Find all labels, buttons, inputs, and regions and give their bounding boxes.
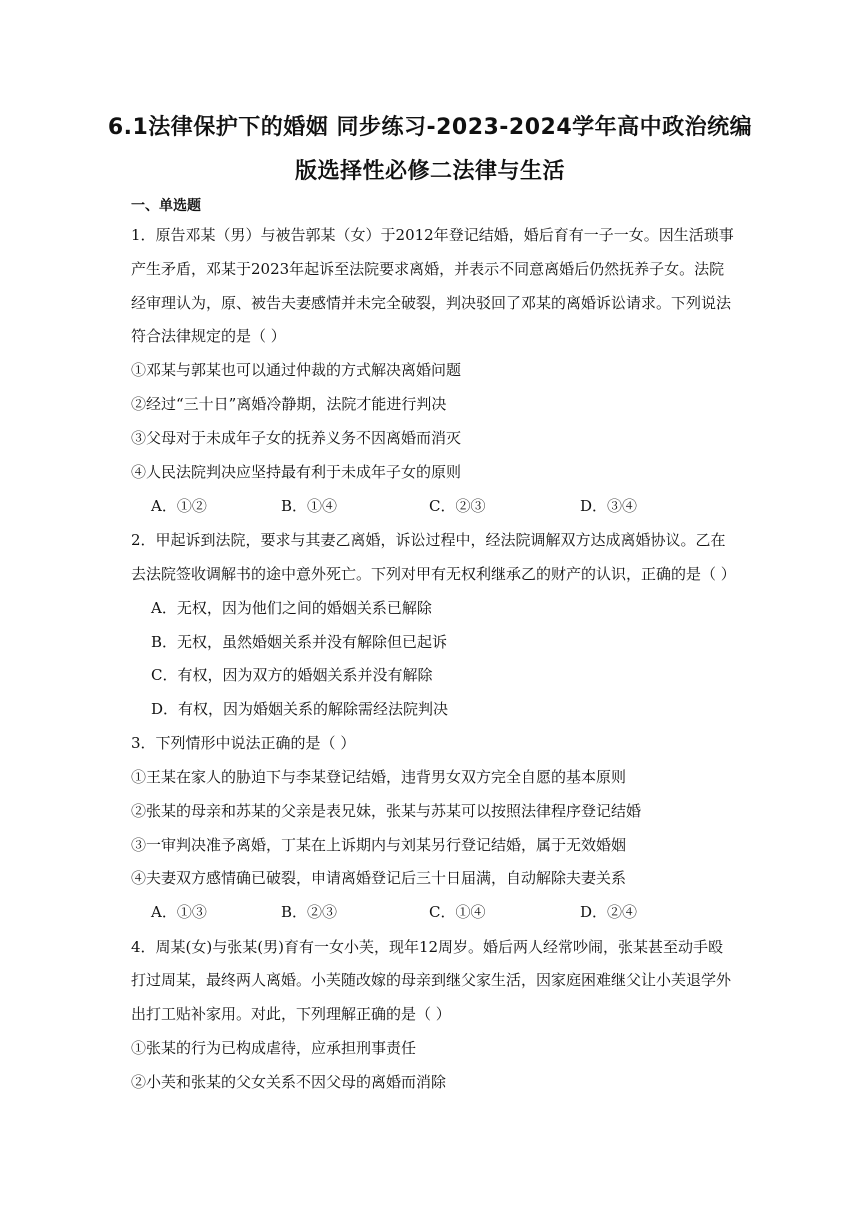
q1-statement: ①邓某与郭某也可以通过仲裁的方式解决离婚问题 [131, 361, 462, 379]
q2-option-c[interactable]: C．有权，因为双方的婚姻关系并没有解除 [151, 666, 433, 684]
q1-option-d[interactable]: D．③④ [580, 497, 638, 515]
q3-statement: ③一审判决准予离婚，丁某在上诉期内与刘某另行登记结婚，属于无效婚姻 [131, 836, 627, 854]
q3-stem-line: 3．下列情形中说法正确的是（ ） [131, 734, 356, 752]
q1-stem-line: 经审理认为，原、被告夫妻感情并未完全破裂，判决驳回了邓某的离婚诉讼请求。下列说法 [131, 294, 732, 312]
q1-option-c[interactable]: C．②③ [429, 497, 486, 515]
q1-option-a[interactable]: A．①② [151, 497, 207, 515]
q2-option-b[interactable]: B．无权，虽然婚姻关系并没有解除但已起诉 [151, 633, 448, 651]
q1-statement: ④人民法院判决应坚持最有利于未成年子女的原则 [131, 463, 462, 481]
q4-stem-line: 出打工贴补家用。对此，下列理解正确的是（ ） [131, 1005, 451, 1023]
document-title-line-1: 6.1法律保护下的婚姻 同步练习-2023-2024学年高中政治统编 [107, 115, 753, 140]
q4-stem-line: 打过周某，最终两人离婚。小芙随改嫁的母亲到继父家生活，因家庭困难继父让小芙退学外 [131, 971, 732, 989]
q1-option-b[interactable]: B．①④ [281, 497, 338, 515]
q3-statement: ④夫妻双方感情确已破裂，申请离婚登记后三十日届满，自动解除夫妻关系 [131, 869, 627, 887]
q1-stem-line: 1．原告邓某（男）与被告郭某（女）于2012年登记结婚，婚后育有一子一女。因生活琐事 [131, 226, 734, 244]
q3-statement: ①王某在家人的胁迫下与李某登记结婚，违背男女双方完全自愿的基本原则 [131, 768, 627, 786]
q2-stem-line: 2．甲起诉到法院，要求与其妻乙离婚，诉讼过程中，经法院调解双方达成离婚协议。乙在 [131, 531, 726, 549]
q2-option-a[interactable]: A．无权，因为他们之间的婚姻关系已解除 [151, 599, 432, 617]
q4-stem-line: 4．周某(女)与张某(男)育有一女小芙，现年12周岁。婚后两人经常吵闹，张某甚至动手殴 [131, 938, 724, 956]
q3-option-c[interactable]: C．①④ [429, 903, 486, 921]
q2-option-d[interactable]: D．有权，因为婚姻关系的解除需经法院判决 [151, 700, 449, 718]
q3-statement: ②张某的母亲和苏某的父亲是表兄妹，张某与苏某可以按照法律程序登记结婚 [131, 802, 642, 820]
q4-statement: ①张某的行为已构成虐待，应承担刑事责任 [131, 1039, 417, 1057]
q3-option-a[interactable]: A．①③ [151, 903, 207, 921]
q1-statement: ③父母对于未成年子女的抚养义务不因离婚而消灭 [131, 429, 462, 447]
q1-stem-line: 符合法律规定的是（ ） [131, 327, 286, 345]
q3-option-d[interactable]: D．②④ [580, 903, 638, 921]
q4-statement: ②小芙和张某的父女关系不因父母的离婚而消除 [131, 1073, 447, 1091]
q1-stem-line: 产生矛盾，邓某于2023年起诉至法院要求离婚，并表示不同意离婚后仍然抚养子女。法院 [131, 260, 725, 278]
section-heading: 一、单选题 [131, 198, 201, 214]
q1-statement: ②经过“三十日”离婚冷静期，法院才能进行判决 [131, 395, 447, 413]
q3-option-b[interactable]: B．②③ [281, 903, 338, 921]
q2-stem-line: 去法院签收调解书的途中意外死亡。下列对甲有无权利继承乙的财产的认识，正确的是（ ） [131, 565, 736, 583]
document-title-line-2: 版选择性必修二法律与生活 [294, 159, 565, 184]
